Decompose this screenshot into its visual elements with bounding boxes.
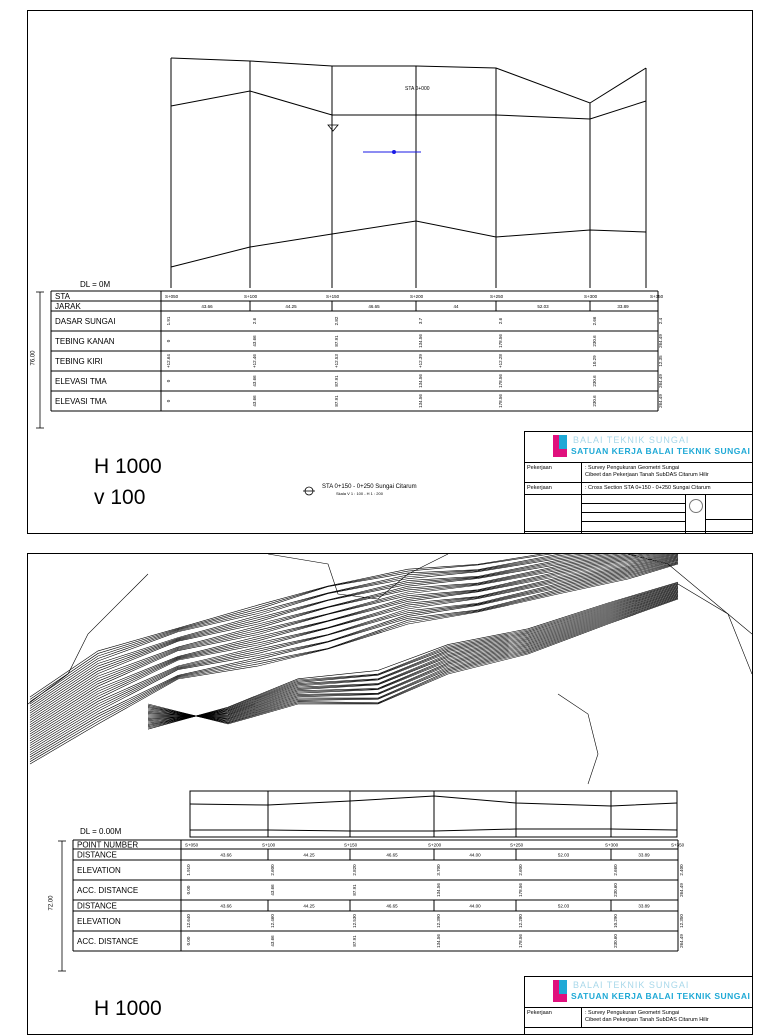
scale-vertical: v 100 <box>94 486 146 509</box>
sheet1-interval-value: 52.03 <box>537 304 549 309</box>
sheet1-cell-value: 264.49 <box>658 394 663 408</box>
sheet1-cell-value: +12.39 <box>418 354 423 368</box>
sheet1-row-label: ELEVASI TMA <box>55 377 107 386</box>
sheet2-cell-value: 12.350 <box>679 914 684 928</box>
sheet2-interval-value: 46.65 <box>386 852 398 858</box>
sheet2-cell-value: 264.49 <box>679 883 684 897</box>
sheet1-interval-value: 33.89 <box>617 304 629 309</box>
sheet1-interval-value: 44.25 <box>285 304 297 309</box>
pekerjaan-value-1-2: : Survey Pengukuran Geometri Sungai <box>585 1010 680 1016</box>
sheet2-interval-value: 44.25 <box>303 852 315 858</box>
sheet2-row-label: POINT NUMBER <box>77 840 139 850</box>
organization-name: SATUAN KERJA BALAI TEKNIK SUNGAI <box>571 446 751 456</box>
logo-row <box>525 432 753 463</box>
sheet1-cell-value: 134.56 <box>418 394 423 408</box>
logo-watermark-text: BALAI TEKNIK SUNGAI <box>573 435 690 445</box>
sheet1-cell-value: 2.4 <box>658 317 663 325</box>
judul-value: : Cross Section STA 0+150 - 0+250 Sungai Citarum <box>585 485 711 491</box>
sheet2-row-label: ACC. DISTANCE <box>77 886 139 895</box>
sheet1-row-label: TEBING KANAN <box>55 337 115 346</box>
sheet2-station-value: S+300 <box>605 842 619 848</box>
sheet1-cell-value: 134.56 <box>418 374 423 388</box>
sheet2-cell-value: 178.56 <box>518 934 523 948</box>
sheet2-cell-value: 3.700 <box>436 864 441 876</box>
stamp-icon <box>689 499 703 513</box>
scale-horizontal-2: H 1000 <box>94 997 162 1020</box>
pekerjaan-label: Pekerjaan <box>527 465 552 471</box>
sheet1-station-value: S+350 <box>650 294 664 299</box>
sheet2-station-value: S+200 <box>428 842 442 848</box>
sheet1-cell-value: 3.7 <box>418 317 423 325</box>
sheet2-row-label: ELEVATION <box>77 917 121 926</box>
logo-watermark-text: BALAI TEKNIK SUNGAI <box>573 980 690 990</box>
sheet1-cell-value: +12.46 <box>252 354 257 368</box>
sheet1-cell-value: 87.91 <box>334 395 339 407</box>
upper-profile-line <box>171 91 646 119</box>
sheet2-station-value: S+150 <box>344 842 358 848</box>
sheet2-cell-value: 230.60 <box>613 883 618 897</box>
sheet2-cell-value: 12.530 <box>352 914 357 928</box>
contour-map-drawing <box>28 554 752 1034</box>
sheet2-interval-value: 33.89 <box>638 903 650 909</box>
sheet1-station-value: S+050 <box>165 294 179 299</box>
sheet1-interval-value: 43.66 <box>201 304 213 309</box>
sheet1-cell-value: 2.6 <box>498 317 503 325</box>
sheet1-cell-value: 43.66 <box>252 375 257 387</box>
sheet1-cell-value: 43.66 <box>252 395 257 407</box>
sheet2-station-value: S+350 <box>671 842 685 848</box>
benchmark-symbol <box>328 125 338 131</box>
sheet1-cell-value: +12.64 <box>166 354 171 368</box>
sheet1-station-value: S+300 <box>584 294 598 299</box>
organization-name-2: SATUAN KERJA BALAI TEKNIK SUNGAI <box>571 991 751 1001</box>
sheet2-cell-value: 230.60 <box>613 934 618 948</box>
sheet2-cell-value: 2.600 <box>518 864 523 876</box>
sheet2-cell-value: 178.56 <box>518 883 523 897</box>
sheet1-cell-value: 230.6 <box>592 335 597 347</box>
logo-row-2 <box>525 977 753 1008</box>
title-block-2 <box>524 976 753 1035</box>
judul-label: Pekerjaan <box>527 485 552 491</box>
sheet2-interval-value: 33.89 <box>638 852 650 858</box>
sheet1-cell-value: 230.6 <box>592 375 597 387</box>
drawing-sheet-cross-section <box>27 10 753 534</box>
sheet1-cell-value: 12.35 <box>658 355 663 367</box>
title-block <box>524 431 753 534</box>
sheet1-cell-value: 2.6 <box>252 317 257 325</box>
scale-horizontal: H 1000 <box>94 455 162 478</box>
pekerjaan-row-2 <box>525 1007 753 1028</box>
sheet2-row-label: DISTANCE <box>77 901 117 911</box>
sheet1-cell-value: 134.56 <box>418 334 423 348</box>
sheet2-cell-value: 2.820 <box>352 864 357 876</box>
sheet2-cell-value: 43.66 <box>270 884 275 896</box>
sheet2-interval-value: 46.65 <box>386 903 398 909</box>
datum-level-label: DL = 0M <box>80 280 111 289</box>
sheet1-cell-value: 2.66 <box>592 316 597 326</box>
sheet2-cell-value: 134.56 <box>436 934 441 948</box>
sheet1-station-value: S+250 <box>490 294 504 299</box>
sheet2-cell-value: 10.290 <box>613 914 618 928</box>
sheet2-cell-value: 134.56 <box>436 883 441 897</box>
sheet2-cell-value: 1.910 <box>186 864 191 876</box>
sheet2-station-value: S+100 <box>262 842 276 848</box>
logo-icon-accent <box>559 980 567 994</box>
sheet2-cell-value: 12.280 <box>518 914 523 928</box>
sheet2-interval-value: 44.00 <box>469 903 481 909</box>
water-level-marker <box>392 150 396 154</box>
sheet1-cell-value: 1.91 <box>166 316 171 326</box>
sheet1-cell-value: 2.82 <box>334 316 339 326</box>
sheet1-cell-value: 0 <box>166 339 171 343</box>
caption-title: STA 0+150 - 0+250 Sungai Citarum <box>322 484 417 490</box>
sheet1-cell-value: 87.91 <box>334 375 339 387</box>
sheet2-cell-value: 2.660 <box>613 864 618 876</box>
sheet2-cell-value: 43.66 <box>270 935 275 947</box>
side-dimension-label: 76.00 <box>30 350 37 366</box>
sheet1-cell-value: 178.56 <box>498 394 503 408</box>
sheet2-interval-value: 44.25 <box>303 903 315 909</box>
sheet2-interval-value: 52.03 <box>557 852 570 858</box>
sheet1-cell-value: +12.28 <box>498 354 503 368</box>
signature-area <box>525 495 753 534</box>
sheet2-row-label: ELEVATION <box>77 866 121 875</box>
sheet2-cell-value: 12.390 <box>436 914 441 928</box>
sheet1-cell-value: 0 <box>166 399 171 403</box>
sheet2-interval-value: 44.00 <box>469 852 481 858</box>
sheet1-row-label: ELEVASI TMA <box>55 397 107 406</box>
sheet1-cell-value: 178.56 <box>498 334 503 348</box>
sheet2-row-label: ACC. DISTANCE <box>77 937 139 946</box>
logo-icon-accent <box>559 435 567 449</box>
sheet1-station-value: S+200 <box>410 294 424 299</box>
lower-profile-line <box>171 221 646 267</box>
pekerjaan-value-2: Cibeet dan Pekerjaan Tanah SubDAS Citarum Hilir <box>585 472 709 478</box>
top-profile-line <box>171 58 646 103</box>
sheet1-interval-value: 44 <box>453 304 459 309</box>
sheet1-station-value: S+100 <box>244 294 258 299</box>
sheet2-interval-value: 43.66 <box>220 852 232 858</box>
sheet1-cell-value: 0 <box>166 379 171 383</box>
sheet2-cell-value: 2.600 <box>270 864 275 876</box>
sheet2-station-value: S+250 <box>510 842 524 848</box>
sheet1-cell-value: 43.66 <box>252 335 257 347</box>
sheet1-cell-value: 230.6 <box>592 395 597 407</box>
sheet1-row-label: TEBING KIRI <box>55 357 103 366</box>
sheet2-interval-value: 52.03 <box>557 903 570 909</box>
sheet1-cell-value: 178.56 <box>498 374 503 388</box>
pekerjaan-value-2-2: Cibeet dan Pekerjaan Tanah SubDAS Citarum Hilir <box>585 1017 709 1023</box>
sheet1-cell-value: 264.49 <box>658 374 663 388</box>
sheet1-cell-value: +12.53 <box>334 354 339 368</box>
pekerjaan-value-1: : Survey Pengukuran Geometri Sungai <box>585 465 680 471</box>
caption-scale: Skala V 1 : 100 - H 1 : 200 <box>336 491 383 496</box>
sheet1-cell-value: 264.49 <box>658 334 663 348</box>
sheet2-cell-value: 0.00 <box>186 936 191 946</box>
sheet1-row-label: STA <box>55 292 70 301</box>
station-label: STA 0+000 <box>405 86 430 92</box>
sheet1-cell-value: 87.91 <box>334 335 339 347</box>
sheet2-cell-value: 12.460 <box>270 914 275 928</box>
sheet2-cell-value: 87.91 <box>352 884 357 896</box>
sheet2-row-label: DISTANCE <box>77 850 117 860</box>
pekerjaan-label-2: Pekerjaan <box>527 1010 552 1016</box>
sheet2-cell-value: 0.00 <box>186 885 191 895</box>
sheet1-row-label: JARAK <box>55 302 81 311</box>
sheet2-cell-value: 12.640 <box>186 914 191 928</box>
sheet2-cell-value: 2.400 <box>679 864 684 876</box>
sheet1-row-label: DASAR SUNGAI <box>55 317 116 326</box>
sheet2-station-value: S+050 <box>185 842 199 848</box>
sheet1-cell-value: 10.29 <box>592 355 597 367</box>
sheet2-cell-value: 264.49 <box>679 934 684 948</box>
datum-level-label-2: DL = 0.00M <box>80 827 122 836</box>
side-dimension-label-2: 72.00 <box>48 895 55 911</box>
pekerjaan-row <box>525 462 753 483</box>
sheet1-interval-value: 46.65 <box>368 304 380 309</box>
sheet1-station-value: S+150 <box>326 294 340 299</box>
drawing-sheet-contour <box>27 553 753 1035</box>
judul-row <box>525 483 753 495</box>
sheet2-cell-value: 87.91 <box>352 935 357 947</box>
sheet2-interval-value: 43.66 <box>220 903 232 909</box>
